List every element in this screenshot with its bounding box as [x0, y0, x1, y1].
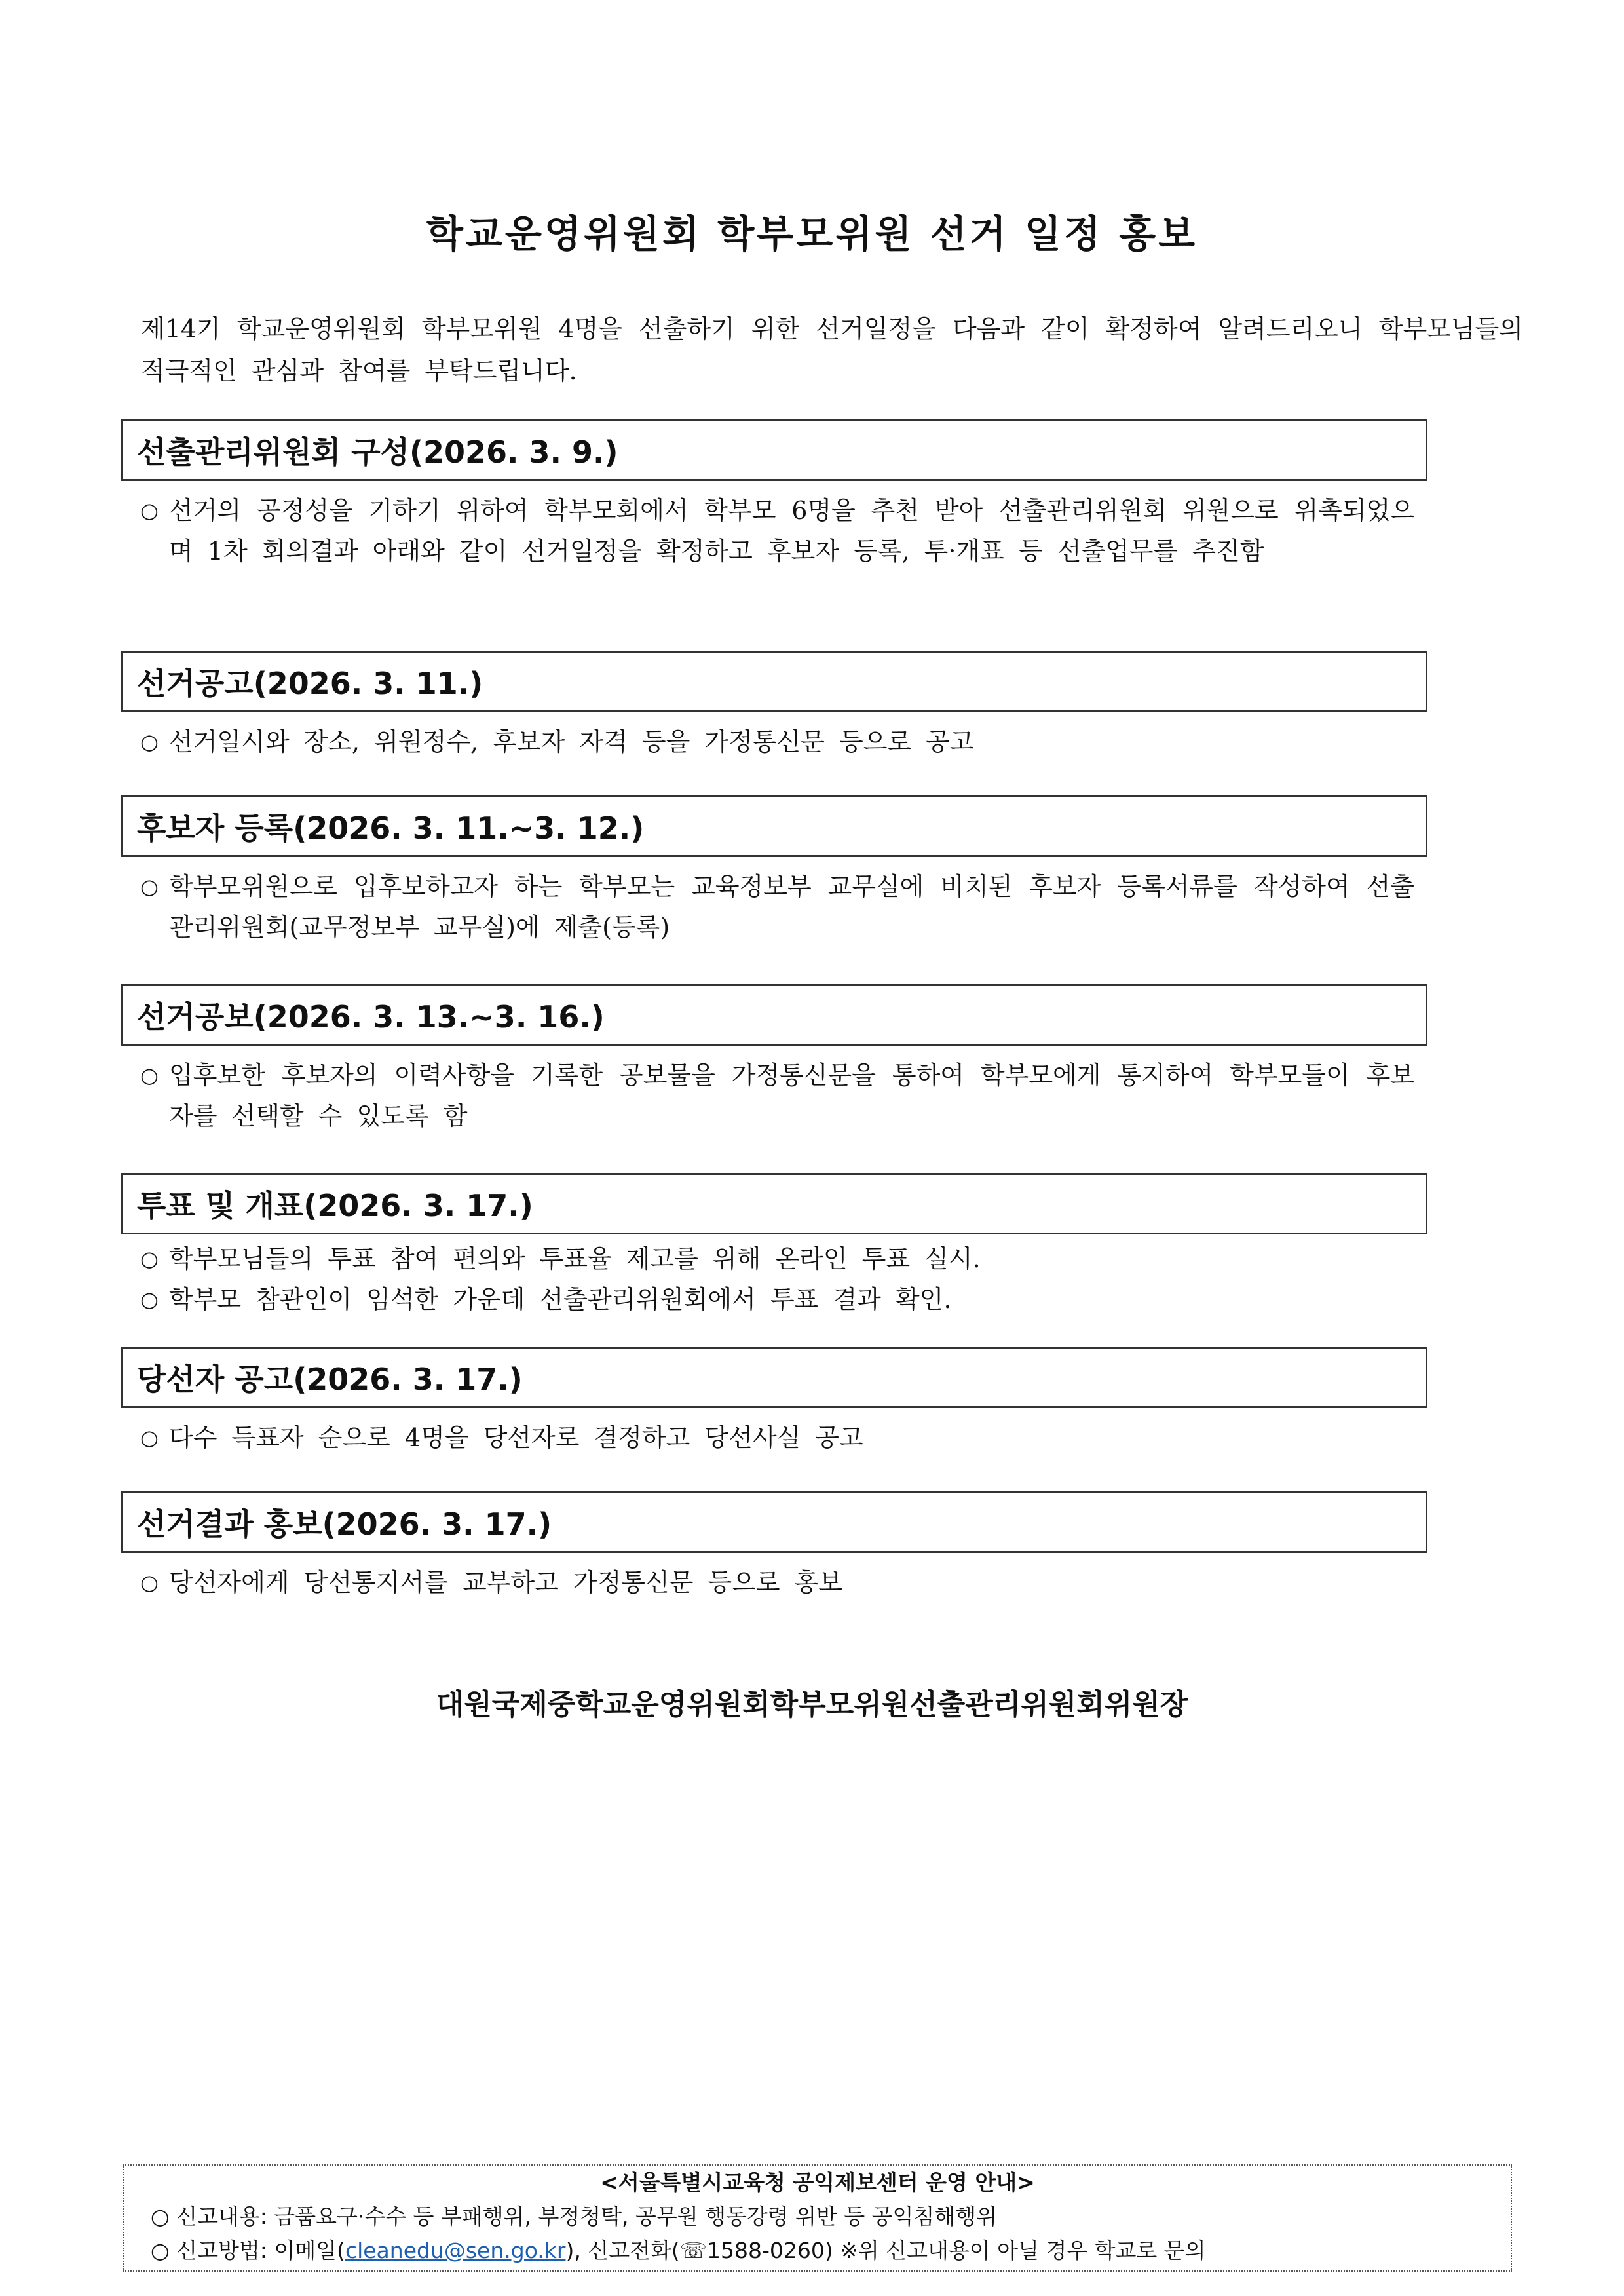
section-heading-box	[121, 984, 1427, 1046]
list-item-text: 입후보한 후보자의 이력사항을 기록한 공보물을 가정통신문을 통하여 학부모에게 통지하여 학부모들이 후보자를 선택할 수 있도록 함	[169, 1061, 1414, 1130]
list-item	[140, 1562, 1414, 1603]
section-winner-announcement	[121, 1347, 1427, 1458]
section-result-publicity	[121, 1491, 1427, 1603]
circle-bullet-icon: ○	[140, 1425, 159, 1450]
circle-bullet-icon: ○	[140, 874, 159, 899]
section-heading-box	[121, 1173, 1427, 1234]
circle-bullet-icon: ○	[140, 1246, 159, 1271]
list-item	[140, 1279, 1414, 1320]
circle-bullet-icon: ○	[151, 2238, 170, 2263]
signature: 대원국제중학교운영위원회학부모위원선출관리위원회위원장	[436, 1688, 1188, 1721]
intro-paragraph: 제14기 학교운영위원회 학부모위원 4명을 선출하기 위한 선거일정을 다음과 같이 확정하여 알려드리오니 학부모님들의 적극적인 관심과 참여를 부탁드립니다.	[141, 315, 1523, 385]
list-item	[140, 490, 1414, 571]
section-heading: 선거공보(2026. 3. 13.~3. 16.)	[137, 999, 605, 1035]
section-election-bulletin	[121, 984, 1427, 1136]
section-heading-box	[121, 419, 1427, 481]
circle-bullet-icon: ○	[140, 729, 159, 754]
list-item-text: 학부모 참관인이 임석한 가운데 선출관리위원회에서 투표 결과 확인.	[169, 1285, 952, 1314]
circle-bullet-icon: ○	[140, 498, 159, 523]
section-heading: 투표 및 개표(2026. 3. 17.)	[137, 1188, 533, 1223]
section-heading: 선거공고(2026. 3. 11.)	[137, 666, 483, 701]
list-item-text: 선거의 공정성을 기하기 위하여 학부모회에서 학부모 6명을 추천 받아 선출관리위원회 위원으로 위촉되었으며 1차 회의결과 아래와 같이 선거일정을 확정하고 후보자 등록, 투·개표 등 선출업무를 추진함	[169, 496, 1414, 565]
section-heading: 선거결과 홍보(2026. 3. 17.)	[137, 1506, 552, 1542]
section-announcement	[121, 651, 1427, 762]
notice-text-prefix: 신고방법: 이메일(	[176, 2238, 345, 2263]
list-item-text: 당선자에게 당선통지서를 교부하고 가정통신문 등으로 홍보	[169, 1568, 843, 1597]
section-heading-box	[121, 1491, 1427, 1553]
section-candidate-registration	[121, 795, 1427, 947]
section-heading: 당선자 공고(2026. 3. 17.)	[137, 1362, 523, 1397]
circle-bullet-icon: ○	[151, 2204, 170, 2229]
notice-text: 신고내용: 금품요구·수수 등 부패행위, 부정청탁, 공무원 행동강령 위반 등 공익침해행위	[176, 2204, 998, 2229]
section-heading-box	[121, 795, 1427, 857]
email-link[interactable]: cleanedu@sen.go.kr	[345, 2238, 566, 2263]
document-title: 학교운영위원회 학부모위원 선거 일정 홍보	[426, 212, 1198, 256]
list-item	[140, 1055, 1414, 1136]
circle-bullet-icon: ○	[140, 1287, 159, 1312]
notice-line-report-content	[124, 2200, 1511, 2234]
circle-bullet-icon: ○	[140, 1570, 159, 1595]
list-item-text: 선거일시와 장소, 위원정수, 후보자 자격 등을 가정통신문 등으로 공고	[169, 727, 974, 756]
section-heading: 선출관리위원회 구성(2026. 3. 9.)	[137, 434, 618, 470]
section-heading-box	[121, 651, 1427, 712]
section-voting	[121, 1173, 1427, 1320]
notice-text-suffix: ), 신고전화(☏1588-0260) ※위 신고내용이 아닐 경우 학교로 문의	[565, 2238, 1206, 2263]
whistleblower-notice-box	[123, 2164, 1512, 2272]
list-item-text: 다수 득표자 순으로 4명을 당선자로 결정하고 당선사실 공고	[169, 1423, 863, 1452]
notice-line-report-method	[124, 2234, 1511, 2268]
section-heading-box	[121, 1347, 1427, 1408]
list-item	[140, 866, 1414, 947]
section-committee	[121, 419, 1427, 571]
list-item	[140, 1238, 1414, 1279]
list-item	[140, 721, 1414, 762]
list-item-text: 학부모님들의 투표 참여 편의와 투표율 제고를 위해 온라인 투표 실시.	[169, 1244, 981, 1273]
circle-bullet-icon: ○	[140, 1063, 159, 1088]
notice-title: <서울특별시교육청 공익제보센터 운영 안내>	[600, 2170, 1035, 2195]
section-heading: 후보자 등록(2026. 3. 11.~3. 12.)	[137, 811, 645, 846]
list-item-text: 학부모위원으로 입후보하고자 하는 학부모는 교육정보부 교무실에 비치된 후보자 등록서류를 작성하여 선출관리위원회(교무정보부 교무실)에 제출(등록)	[169, 872, 1414, 942]
list-item	[140, 1417, 1414, 1458]
